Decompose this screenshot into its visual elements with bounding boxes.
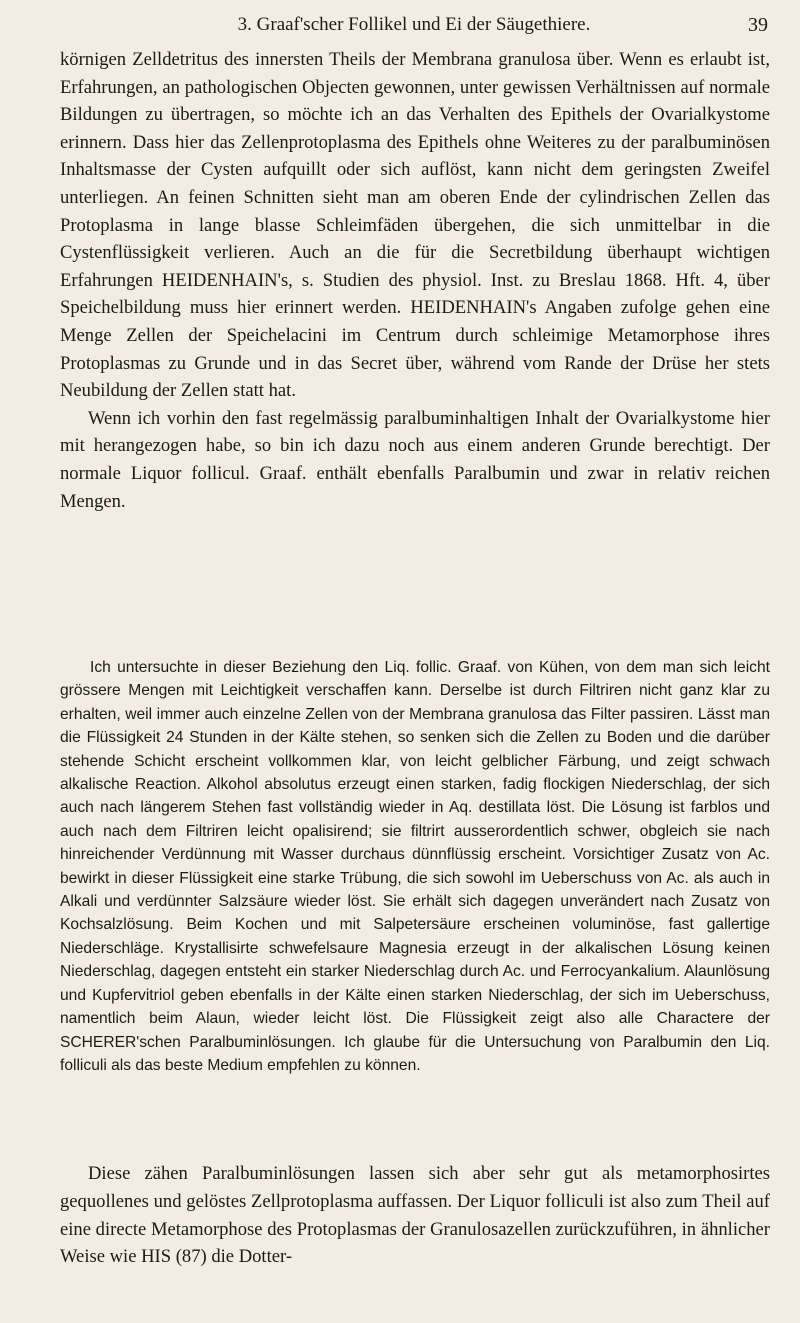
running-head [60, 14, 768, 42]
small-print-paragraph: Ich untersuchte in dieser Beziehung den Liq. follic. Graaf. von Kühen, von dem man sich leicht grössere Mengen mit Leichtigkeit verschaffen kann. Derselbe ist durch Filtriren nicht ganz klar zu erhalten, weil immer auch einzelne Zellen von der Membrana granulosa das Filter passiren. Lässt man die Flüssigkeit 24 Stunden in der Kälte stehen, so senken sich die Zellen zu Boden und die darüber stehende Schicht erscheint vollkommen klar, von leicht gelblicher Färbung, und zeigt schwach alkalische Reaction. Alkohol absolutus erzeugt einen starken, fadig flockigen Niederschlag, der sich auch nach längerem Stehen fast vollständig wieder in Aq. destillata löst. Die Lösung ist farblos und auch nach dem Filtriren leicht opalisirend; sie filtrirt ausserordentlich schwer, obgleich sie nach hinreichender Verdünnung mit Wasser durchaus dünnflüssig erscheint. Vorsichtiger Zusatz von Ac. bewirkt in dieser Flüssigkeit eine starke Trübung, die sich sowohl im Ueberschuss von Ac. als auch in Alkali und verdünnter Salzsäure wieder löst. Sie erhält sich dagegen unverändert nach Zusatz von Kochsalzlösung. Beim Kochen und mit Salpetersäure erscheinen voluminöse, fast gallertige Niederschläge. Krystallisirte schwefelsaure Magnesia erzeugt in der alkalischen Lösung keinen Niederschlag, dagegen entsteht ein starker Niederschlag durch Ac. und Ferrocyankalium. Alaunlösung und Kupfervitriol geben ebenfalls in der Kälte einen starken Niederschlag, der sich im Ueberschuss, namentlich beim Alaun, wieder leicht löst. Die Flüssigkeit zeigt also alle Charactere der SCHERER'schen Paralbuminlösungen. Ich glaube für die Untersuchung von Paralbumin den Liq. folliculi als das beste Medium empfehlen zu können. [60, 659, 770, 1074]
running-title: 3. Graaf'scher Follikel und Ei der Säugethiere. [237, 14, 591, 35]
closing-paragraph: Diese zähen Paralbuminlösungen lassen sich aber sehr gut als metamorphosirtes gequollenes und gelöstes Zellprotoplasma auffassen. Der Liquor folliculi ist also zum Theil auf eine directe Metamorphose des Protoplasmas der Granulosazellen zurückzuführen, in ähnlicher Weise wie HIS (87) die Dotter- [60, 1163, 770, 1268]
paragraph: Wenn ich vorhin den fast regelmässig paralbuminhaltigen Inhalt der Ovarialkystome hier mit herangezogen habe, so bin ich dazu noch aus einem anderen Grunde berechtigt. Der normale Liquor follicul. Graaf. enthält ebenfalls Paralbumin und zwar in relativ reichen Mengen. [60, 407, 770, 512]
main-text [60, 46, 770, 515]
small-print-note [60, 656, 770, 1077]
page-number: 39 [748, 14, 768, 36]
closing-text [60, 1160, 770, 1271]
paragraph-continued: körnigen Zelldetritus des innersten Theils der Membrana granulosa über. Wenn es erlaubt ist, Erfahrungen, an pathologischen Objecten gewonnen, unter gewissen Verhältnissen auf normale Bildungen zu übertragen, so möchte ich an das Verhalten des Epithels der Ovarialkystome erinnern. Dass hier das Zellenprotoplasma des Epithels ohne Weiteres zu der paralbuminösen Inhaltsmasse der Cysten aufquillt oder sich auflöst, kann nicht dem geringsten Zweifel unterliegen. An feinen Schnitten sieht man am oberen Ende der cylindrischen Zellen das Protoplasma in lange blasse Schleimfäden übergehen, die sich unmittelbar in die Cystenflüssigkeit verlieren. Auch an die für die Secretbildung überhaupt wichtigen Erfahrungen HEIDENHAIN's, s. Studien des physiol. Inst. zu Breslau 1868. Hft. 4, über Speichelbildung muss hier erinnert werden. HEIDENHAIN's Angaben zufolge gehen eine Menge Zellen der Speichelacini im Centrum durch schleimige Metamorphose ihres Protoplasmas zu Grunde und in das Secret über, während vom Rande der Drüse her stets Neubildung der Zellen statt hat. [60, 49, 770, 402]
